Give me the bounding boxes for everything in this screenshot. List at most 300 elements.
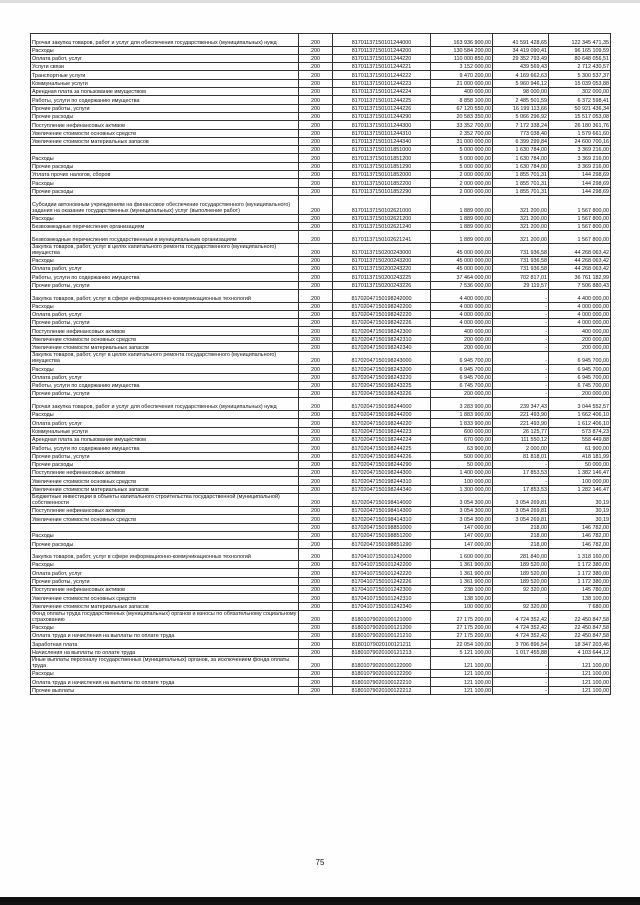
- cell-approved: 147 000,00: [431, 531, 493, 539]
- cell-approved: 21 000 000,00: [431, 79, 493, 87]
- cell-line-code: 200: [299, 104, 333, 112]
- cell-executed: 218,00: [493, 531, 549, 539]
- cell-line-code: 200: [299, 352, 333, 365]
- cell-unexecuted: 558 449,88: [549, 435, 611, 443]
- cell-approved: 3 054 300,00: [431, 507, 493, 515]
- table-row: [31, 515, 611, 523]
- cell-approved: 1 361 900,00: [431, 577, 493, 585]
- table-row: [31, 678, 611, 686]
- cell-budget-code: 81704107150101242340: [333, 602, 431, 610]
- cell-line-code: 200: [299, 54, 333, 62]
- table-row: [31, 648, 611, 656]
- cell-unexecuted: 5 300 537,37: [549, 71, 611, 79]
- cell-name: Закупка товаров, работ, услуг в сфере информационно-коммуникационных технологий: [31, 548, 299, 561]
- cell-approved: 1 833 900,00: [431, 419, 493, 427]
- cell-executed: 92 320,00: [493, 586, 549, 594]
- cell-executed: 7 172 338,24: [493, 121, 549, 129]
- cell-approved: 3 283 900,00: [431, 398, 493, 411]
- cell-approved: 2 352 700,00: [431, 129, 493, 137]
- cell-executed: 1 855 701,31: [493, 187, 549, 195]
- cell-line-code: 200: [299, 686, 333, 694]
- cell-name: Оплата работ, услуг: [31, 569, 299, 577]
- cell-executed: -: [493, 289, 549, 302]
- table-row: [31, 121, 611, 129]
- cell-executed: 221 493,90: [493, 419, 549, 427]
- cell-unexecuted: 122 345 471,35: [549, 34, 611, 47]
- cell-budget-code: 81704107150101242200: [333, 561, 431, 569]
- cell-line-code: 200: [299, 121, 333, 129]
- cell-line-code: 200: [299, 452, 333, 460]
- cell-name: Прочая закупка товаров, работ и услуг для обеспечения государственных (муниципальных) нужд: [31, 34, 299, 47]
- cell-unexecuted: 4 000 000,00: [549, 302, 611, 310]
- cell-name: Оплата работ, услуг: [31, 265, 299, 273]
- cell-unexecuted: 44 268 063,42: [549, 243, 611, 256]
- cell-unexecuted: 146 782,00: [549, 523, 611, 531]
- table-row: [31, 452, 611, 460]
- cell-name: Работы, услуги по содержанию имущества: [31, 444, 299, 452]
- cell-executed: 3 054 269,81: [493, 507, 549, 515]
- cell-approved: 121 100,00: [431, 657, 493, 670]
- table-row: [31, 96, 611, 104]
- cell-budget-code: 81702047150198243220: [333, 373, 431, 381]
- cell-approved: 6 945 700,00: [431, 373, 493, 381]
- cell-line-code: 200: [299, 195, 333, 214]
- table-row: [31, 71, 611, 79]
- cell-budget-code: 81701137150101244225: [333, 96, 431, 104]
- cell-unexecuted: 4 000 000,00: [549, 310, 611, 318]
- cell-budget-code: 81702047150198243226: [333, 390, 431, 398]
- table-row: [31, 214, 611, 222]
- table-row: [31, 411, 611, 419]
- cell-name: Увеличение стоимости материальных запасов: [31, 137, 299, 145]
- cell-executed: 6 399 299,84: [493, 137, 549, 145]
- cell-unexecuted: 3 369 216,00: [549, 154, 611, 162]
- cell-unexecuted: 200 000,00: [549, 390, 611, 398]
- cell-unexecuted: 7 506 880,43: [549, 281, 611, 289]
- cell-approved: 138 100,00: [431, 594, 493, 602]
- cell-line-code: 200: [299, 444, 333, 452]
- cell-name: Субсидии автономным учреждениям на финансовое обеспечение государственного (муниципального) задания на оказание государственных (муниципальных) услуг (выполнение работ): [31, 195, 299, 214]
- cell-approved: 500 000,00: [431, 452, 493, 460]
- cell-line-code: 200: [299, 310, 333, 318]
- cell-line-code: 200: [299, 548, 333, 561]
- cell-budget-code: 81702047150198243225: [333, 381, 431, 389]
- table-row: [31, 365, 611, 373]
- cell-unexecuted: 1 567 800,00: [549, 222, 611, 230]
- cell-budget-code: 81701137150101851290: [333, 162, 431, 170]
- cell-name: Оплата работ, услуг: [31, 419, 299, 427]
- cell-executed: -: [493, 477, 549, 485]
- cell-executed: 81 818,01: [493, 452, 549, 460]
- table-row: [31, 54, 611, 62]
- cell-executed: 189 520,00: [493, 577, 549, 585]
- cell-name: Заработная плата: [31, 640, 299, 648]
- cell-unexecuted: 1 318 160,00: [549, 548, 611, 561]
- cell-executed: 3 706 896,54: [493, 640, 549, 648]
- cell-executed: -: [493, 310, 549, 318]
- cell-unexecuted: 302 000,00: [549, 88, 611, 96]
- table-row: [31, 46, 611, 54]
- cell-approved: 163 936 900,00: [431, 34, 493, 47]
- cell-name: Коммунальные услуги: [31, 79, 299, 87]
- cell-line-code: 200: [299, 670, 333, 678]
- cell-budget-code: 81801079020100122210: [333, 678, 431, 686]
- cell-line-code: 200: [299, 632, 333, 640]
- cell-line-code: 200: [299, 610, 333, 623]
- cell-executed: -: [493, 373, 549, 381]
- cell-line-code: 200: [299, 171, 333, 179]
- cell-unexecuted: 145 780,00: [549, 586, 611, 594]
- table-row: [31, 104, 611, 112]
- cell-executed: -: [493, 381, 549, 389]
- cell-line-code: 200: [299, 214, 333, 222]
- cell-budget-code: 81701137150200243220: [333, 265, 431, 273]
- cell-line-code: 200: [299, 469, 333, 477]
- cell-unexecuted: 1 662 406,10: [549, 411, 611, 419]
- cell-executed: 1 630 784,00: [493, 154, 549, 162]
- cell-budget-code: 81702047150198851000: [333, 523, 431, 531]
- cell-approved: 400 000,00: [431, 327, 493, 335]
- cell-name: Увеличение стоимости основных средств: [31, 335, 299, 343]
- cell-budget-code: 81702047150198851200: [333, 531, 431, 539]
- cell-approved: 1 300 000,00: [431, 485, 493, 493]
- cell-unexecuted: 24 600 700,16: [549, 137, 611, 145]
- table-row: [31, 327, 611, 335]
- cell-line-code: 200: [299, 71, 333, 79]
- cell-name: Прочие работы, услуги: [31, 452, 299, 460]
- cell-line-code: 200: [299, 256, 333, 264]
- cell-budget-code: 81701137150101244224: [333, 88, 431, 96]
- cell-line-code: 200: [299, 327, 333, 335]
- cell-unexecuted: 44 268 063,42: [549, 256, 611, 264]
- cell-unexecuted: 573 874,23: [549, 427, 611, 435]
- cell-executed: 17 853,53: [493, 469, 549, 477]
- cell-approved: 63 900,00: [431, 444, 493, 452]
- cell-unexecuted: 121 100,00: [549, 657, 611, 670]
- cell-unexecuted: 96 165 109,59: [549, 46, 611, 54]
- cell-approved: 200 000,00: [431, 390, 493, 398]
- cell-line-code: 200: [299, 390, 333, 398]
- cell-line-code: 200: [299, 302, 333, 310]
- cell-executed: 17 853,53: [493, 485, 549, 493]
- cell-line-code: 200: [299, 281, 333, 289]
- cell-line-code: 200: [299, 531, 333, 539]
- cell-executed: 731 936,58: [493, 256, 549, 264]
- cell-budget-code: 81701137150101244200: [333, 46, 431, 54]
- table-row: [31, 352, 611, 365]
- cell-unexecuted: 1 282 146,47: [549, 485, 611, 493]
- cell-unexecuted: 50 000,00: [549, 460, 611, 468]
- cell-executed: 3 054 269,81: [493, 515, 549, 523]
- cell-approved: 4 000 000,00: [431, 310, 493, 318]
- cell-approved: 1 600 000,00: [431, 548, 493, 561]
- cell-line-code: 200: [299, 34, 333, 47]
- cell-budget-code: 81701137150102621000: [333, 195, 431, 214]
- cell-line-code: 200: [299, 179, 333, 187]
- cell-approved: 2 000 000,00: [431, 187, 493, 195]
- cell-budget-code: 81701137150102621240: [333, 222, 431, 230]
- cell-budget-code: 81702047150198244225: [333, 444, 431, 452]
- cell-line-code: 200: [299, 319, 333, 327]
- cell-budget-code: 81701137150101851200: [333, 154, 431, 162]
- cell-approved: 8 858 100,00: [431, 96, 493, 104]
- cell-approved: 1 361 900,00: [431, 561, 493, 569]
- cell-name: Фонд оплаты труда государственных (муниципальных) органов и взносы по обязательному социальному страхованию: [31, 610, 299, 623]
- cell-line-code: 200: [299, 435, 333, 443]
- table-row: [31, 88, 611, 96]
- cell-executed: 702 817,01: [493, 273, 549, 281]
- cell-unexecuted: 1 612 406,10: [549, 419, 611, 427]
- cell-unexecuted: 18 347 203,46: [549, 640, 611, 648]
- cell-name: Расходы: [31, 214, 299, 222]
- table-row: [31, 281, 611, 289]
- cell-budget-code: 81704107150101242000: [333, 548, 431, 561]
- cell-name: Начисления на выплаты по оплате труда: [31, 648, 299, 656]
- table-row: [31, 137, 611, 145]
- table-row: [31, 586, 611, 594]
- cell-name: Закупка товаров, работ, услуг в сфере информационно-коммуникационных технологий: [31, 289, 299, 302]
- cell-line-code: 200: [299, 411, 333, 419]
- cell-unexecuted: 1 172 380,00: [549, 577, 611, 585]
- cell-unexecuted: 6 745 700,00: [549, 381, 611, 389]
- cell-unexecuted: 30,19: [549, 515, 611, 523]
- cell-budget-code: 81701137150101852290: [333, 187, 431, 195]
- cell-approved: 130 584 200,00: [431, 46, 493, 54]
- table-row: [31, 623, 611, 631]
- cell-name: Прочие расходы: [31, 187, 299, 195]
- cell-approved: 6 945 700,00: [431, 352, 493, 365]
- cell-executed: -: [493, 343, 549, 351]
- cell-budget-code: 81702047150198244226: [333, 452, 431, 460]
- table-row: [31, 657, 611, 670]
- cell-executed: -: [493, 365, 549, 373]
- cell-executed: 218,00: [493, 540, 549, 548]
- cell-approved: 5 121 100,00: [431, 648, 493, 656]
- cell-approved: 45 000 000,00: [431, 265, 493, 273]
- cell-approved: 7 536 000,00: [431, 281, 493, 289]
- cell-approved: 1 889 000,00: [431, 214, 493, 222]
- cell-approved: 20 583 350,00: [431, 112, 493, 120]
- cell-name: Безвозмездные перечисления государственным и муниципальным организациям: [31, 231, 299, 244]
- table-row: [31, 310, 611, 318]
- cell-executed: 189 520,00: [493, 569, 549, 577]
- table-row: [31, 640, 611, 648]
- cell-line-code: 200: [299, 586, 333, 594]
- cell-executed: 439 569,43: [493, 63, 549, 71]
- cell-name: [31, 523, 299, 531]
- cell-executed: 4 169 662,63: [493, 71, 549, 79]
- cell-name: Прочие работы, услуги: [31, 281, 299, 289]
- table-row: [31, 231, 611, 244]
- cell-approved: 121 100,00: [431, 670, 493, 678]
- cell-executed: 281 840,00: [493, 548, 549, 561]
- table-row: [31, 381, 611, 389]
- cell-budget-code: 81702047150198244310: [333, 477, 431, 485]
- cell-name: Прочие расходы: [31, 162, 299, 170]
- cell-name: Прочая закупка товаров, работ и услуг для обеспечения государственных (муниципальных) нужд: [31, 398, 299, 411]
- cell-name: Прочие расходы: [31, 112, 299, 120]
- cell-line-code: 200: [299, 569, 333, 577]
- cell-line-code: 200: [299, 335, 333, 343]
- cell-executed: -: [493, 327, 549, 335]
- cell-line-code: 200: [299, 594, 333, 602]
- cell-line-code: 200: [299, 381, 333, 389]
- cell-unexecuted: 1 579 661,60: [549, 129, 611, 137]
- cell-approved: 27 175 200,00: [431, 610, 493, 623]
- cell-line-code: 200: [299, 494, 333, 507]
- cell-unexecuted: 146 782,00: [549, 540, 611, 548]
- cell-budget-code: 81701137150101244300: [333, 121, 431, 129]
- cell-budget-code: 81702047150198414300: [333, 507, 431, 515]
- cell-budget-code: 81701137150101244222: [333, 71, 431, 79]
- cell-line-code: 200: [299, 540, 333, 548]
- cell-approved: 27 175 200,00: [431, 623, 493, 631]
- table-row: [31, 577, 611, 585]
- cell-approved: 4 000 000,00: [431, 319, 493, 327]
- cell-unexecuted: 6 945 700,00: [549, 352, 611, 365]
- cell-line-code: 200: [299, 187, 333, 195]
- cell-budget-code: 81702047150198414000: [333, 494, 431, 507]
- cell-name: Поступление нефинансовых активов: [31, 586, 299, 594]
- cell-unexecuted: 22 450 847,58: [549, 632, 611, 640]
- cell-budget-code: 81702047150198242200: [333, 302, 431, 310]
- cell-name: Расходы: [31, 256, 299, 264]
- table-row: [31, 398, 611, 411]
- cell-line-code: 200: [299, 460, 333, 468]
- table-row: [31, 243, 611, 256]
- cell-name: Безвозмездные перечисления организациям: [31, 222, 299, 230]
- table-row: [31, 477, 611, 485]
- cell-unexecuted: 200 000,00: [549, 343, 611, 351]
- cell-approved: 1 889 000,00: [431, 222, 493, 230]
- cell-executed: 1 855 701,31: [493, 171, 549, 179]
- table-row: [31, 435, 611, 443]
- cell-name: Прочие расходы: [31, 460, 299, 468]
- cell-unexecuted: 36 761 182,99: [549, 273, 611, 281]
- cell-line-code: 200: [299, 265, 333, 273]
- cell-unexecuted: 121 100,00: [549, 678, 611, 686]
- cell-line-code: 200: [299, 602, 333, 610]
- cell-executed: 41 591 428,65: [493, 34, 549, 47]
- page-number: 75: [315, 858, 325, 867]
- table-row: [31, 34, 611, 47]
- cell-budget-code: 81701137150101852200: [333, 179, 431, 187]
- table-row: [31, 507, 611, 515]
- cell-executed: 218,00: [493, 523, 549, 531]
- cell-unexecuted: 121 100,00: [549, 670, 611, 678]
- cell-approved: 9 470 200,00: [431, 71, 493, 79]
- cell-approved: 50 000,00: [431, 460, 493, 468]
- cell-line-code: 200: [299, 477, 333, 485]
- table-row: [31, 79, 611, 87]
- cell-approved: 1 889 000,00: [431, 231, 493, 244]
- cell-approved: 27 175 200,00: [431, 632, 493, 640]
- cell-budget-code: 81701137150101244290: [333, 112, 431, 120]
- cell-line-code: 200: [299, 648, 333, 656]
- cell-unexecuted: 138 100,00: [549, 594, 611, 602]
- cell-name: Расходы: [31, 670, 299, 678]
- table-body: [31, 34, 611, 695]
- cell-line-code: 200: [299, 515, 333, 523]
- cell-budget-code: 81701137150200243226: [333, 281, 431, 289]
- cell-executed: -: [493, 352, 549, 365]
- cell-budget-code: 81701137150101851000: [333, 146, 431, 154]
- cell-approved: 33 352 700,00: [431, 121, 493, 129]
- cell-name: Увеличение стоимости материальных запасов: [31, 343, 299, 351]
- cell-line-code: 200: [299, 162, 333, 170]
- cell-name: Оплата труда и начисления на выплаты по оплате труда: [31, 632, 299, 640]
- cell-budget-code: 81702047150198242220: [333, 310, 431, 318]
- cell-name: Поступление нефинансовых активов: [31, 121, 299, 129]
- table-row: [31, 561, 611, 569]
- cell-approved: 147 000,00: [431, 540, 493, 548]
- cell-name: Арендная плата за пользование имуществом: [31, 88, 299, 96]
- table-row: [31, 319, 611, 327]
- cell-approved: 4 400 000,00: [431, 289, 493, 302]
- cell-name: Оплата труда и начисления на выплаты по оплате труда: [31, 678, 299, 686]
- table-row: [31, 195, 611, 214]
- cell-executed: 111 550,12: [493, 435, 549, 443]
- cell-unexecuted: 144 298,69: [549, 187, 611, 195]
- scan-bottom-edge: [0, 897, 640, 905]
- cell-name: [31, 146, 299, 154]
- cell-executed: 773 038,40: [493, 129, 549, 137]
- cell-approved: 37 464 000,00: [431, 273, 493, 281]
- table-row: [31, 686, 611, 694]
- cell-approved: 121 100,00: [431, 686, 493, 694]
- cell-name: Оплата работ, услуг: [31, 373, 299, 381]
- table-row: [31, 154, 611, 162]
- cell-name: Расходы: [31, 531, 299, 539]
- cell-unexecuted: 144 298,69: [549, 179, 611, 187]
- cell-budget-code: 81702047150198242300: [333, 327, 431, 335]
- cell-line-code: 200: [299, 657, 333, 670]
- cell-approved: 3 152 000,00: [431, 63, 493, 71]
- cell-budget-code: 81704107150101242226: [333, 577, 431, 585]
- cell-name: Иные выплаты персоналу государственных (муниципальных) органов, за исключением фонда оплаты труда: [31, 657, 299, 670]
- cell-unexecuted: 200 000,00: [549, 335, 611, 343]
- cell-unexecuted: 1 567 800,00: [549, 214, 611, 222]
- table-row: [31, 222, 611, 230]
- cell-executed: -: [493, 657, 549, 670]
- cell-name: Расходы: [31, 179, 299, 187]
- cell-name: Прочие выплаты: [31, 686, 299, 694]
- cell-executed: -: [493, 335, 549, 343]
- cell-unexecuted: 6 945 700,00: [549, 365, 611, 373]
- cell-executed: -: [493, 686, 549, 694]
- cell-unexecuted: 1 172 380,00: [549, 569, 611, 577]
- cell-approved: 1 883 900,00: [431, 411, 493, 419]
- cell-executed: 16 199 113,66: [493, 104, 549, 112]
- cell-approved: 5 000 000,00: [431, 162, 493, 170]
- cell-name: Расходы: [31, 411, 299, 419]
- cell-name: Прочие работы, услуги: [31, 577, 299, 585]
- cell-executed: 1 630 784,00: [493, 162, 549, 170]
- cell-approved: 2 000 000,00: [431, 171, 493, 179]
- cell-line-code: 200: [299, 79, 333, 87]
- cell-approved: 3 054 300,00: [431, 515, 493, 523]
- cell-line-code: 200: [299, 419, 333, 427]
- cell-unexecuted: 22 450 847,58: [549, 610, 611, 623]
- cell-unexecuted: 3 369 216,00: [549, 146, 611, 154]
- cell-name: Расходы: [31, 302, 299, 310]
- cell-unexecuted: 121 100,00: [549, 686, 611, 694]
- cell-unexecuted: 61 900,00: [549, 444, 611, 452]
- cell-executed: 1 855 701,31: [493, 179, 549, 187]
- cell-executed: 4 724 352,42: [493, 632, 549, 640]
- table-row: [31, 265, 611, 273]
- cell-budget-code: 81702047150198244200: [333, 411, 431, 419]
